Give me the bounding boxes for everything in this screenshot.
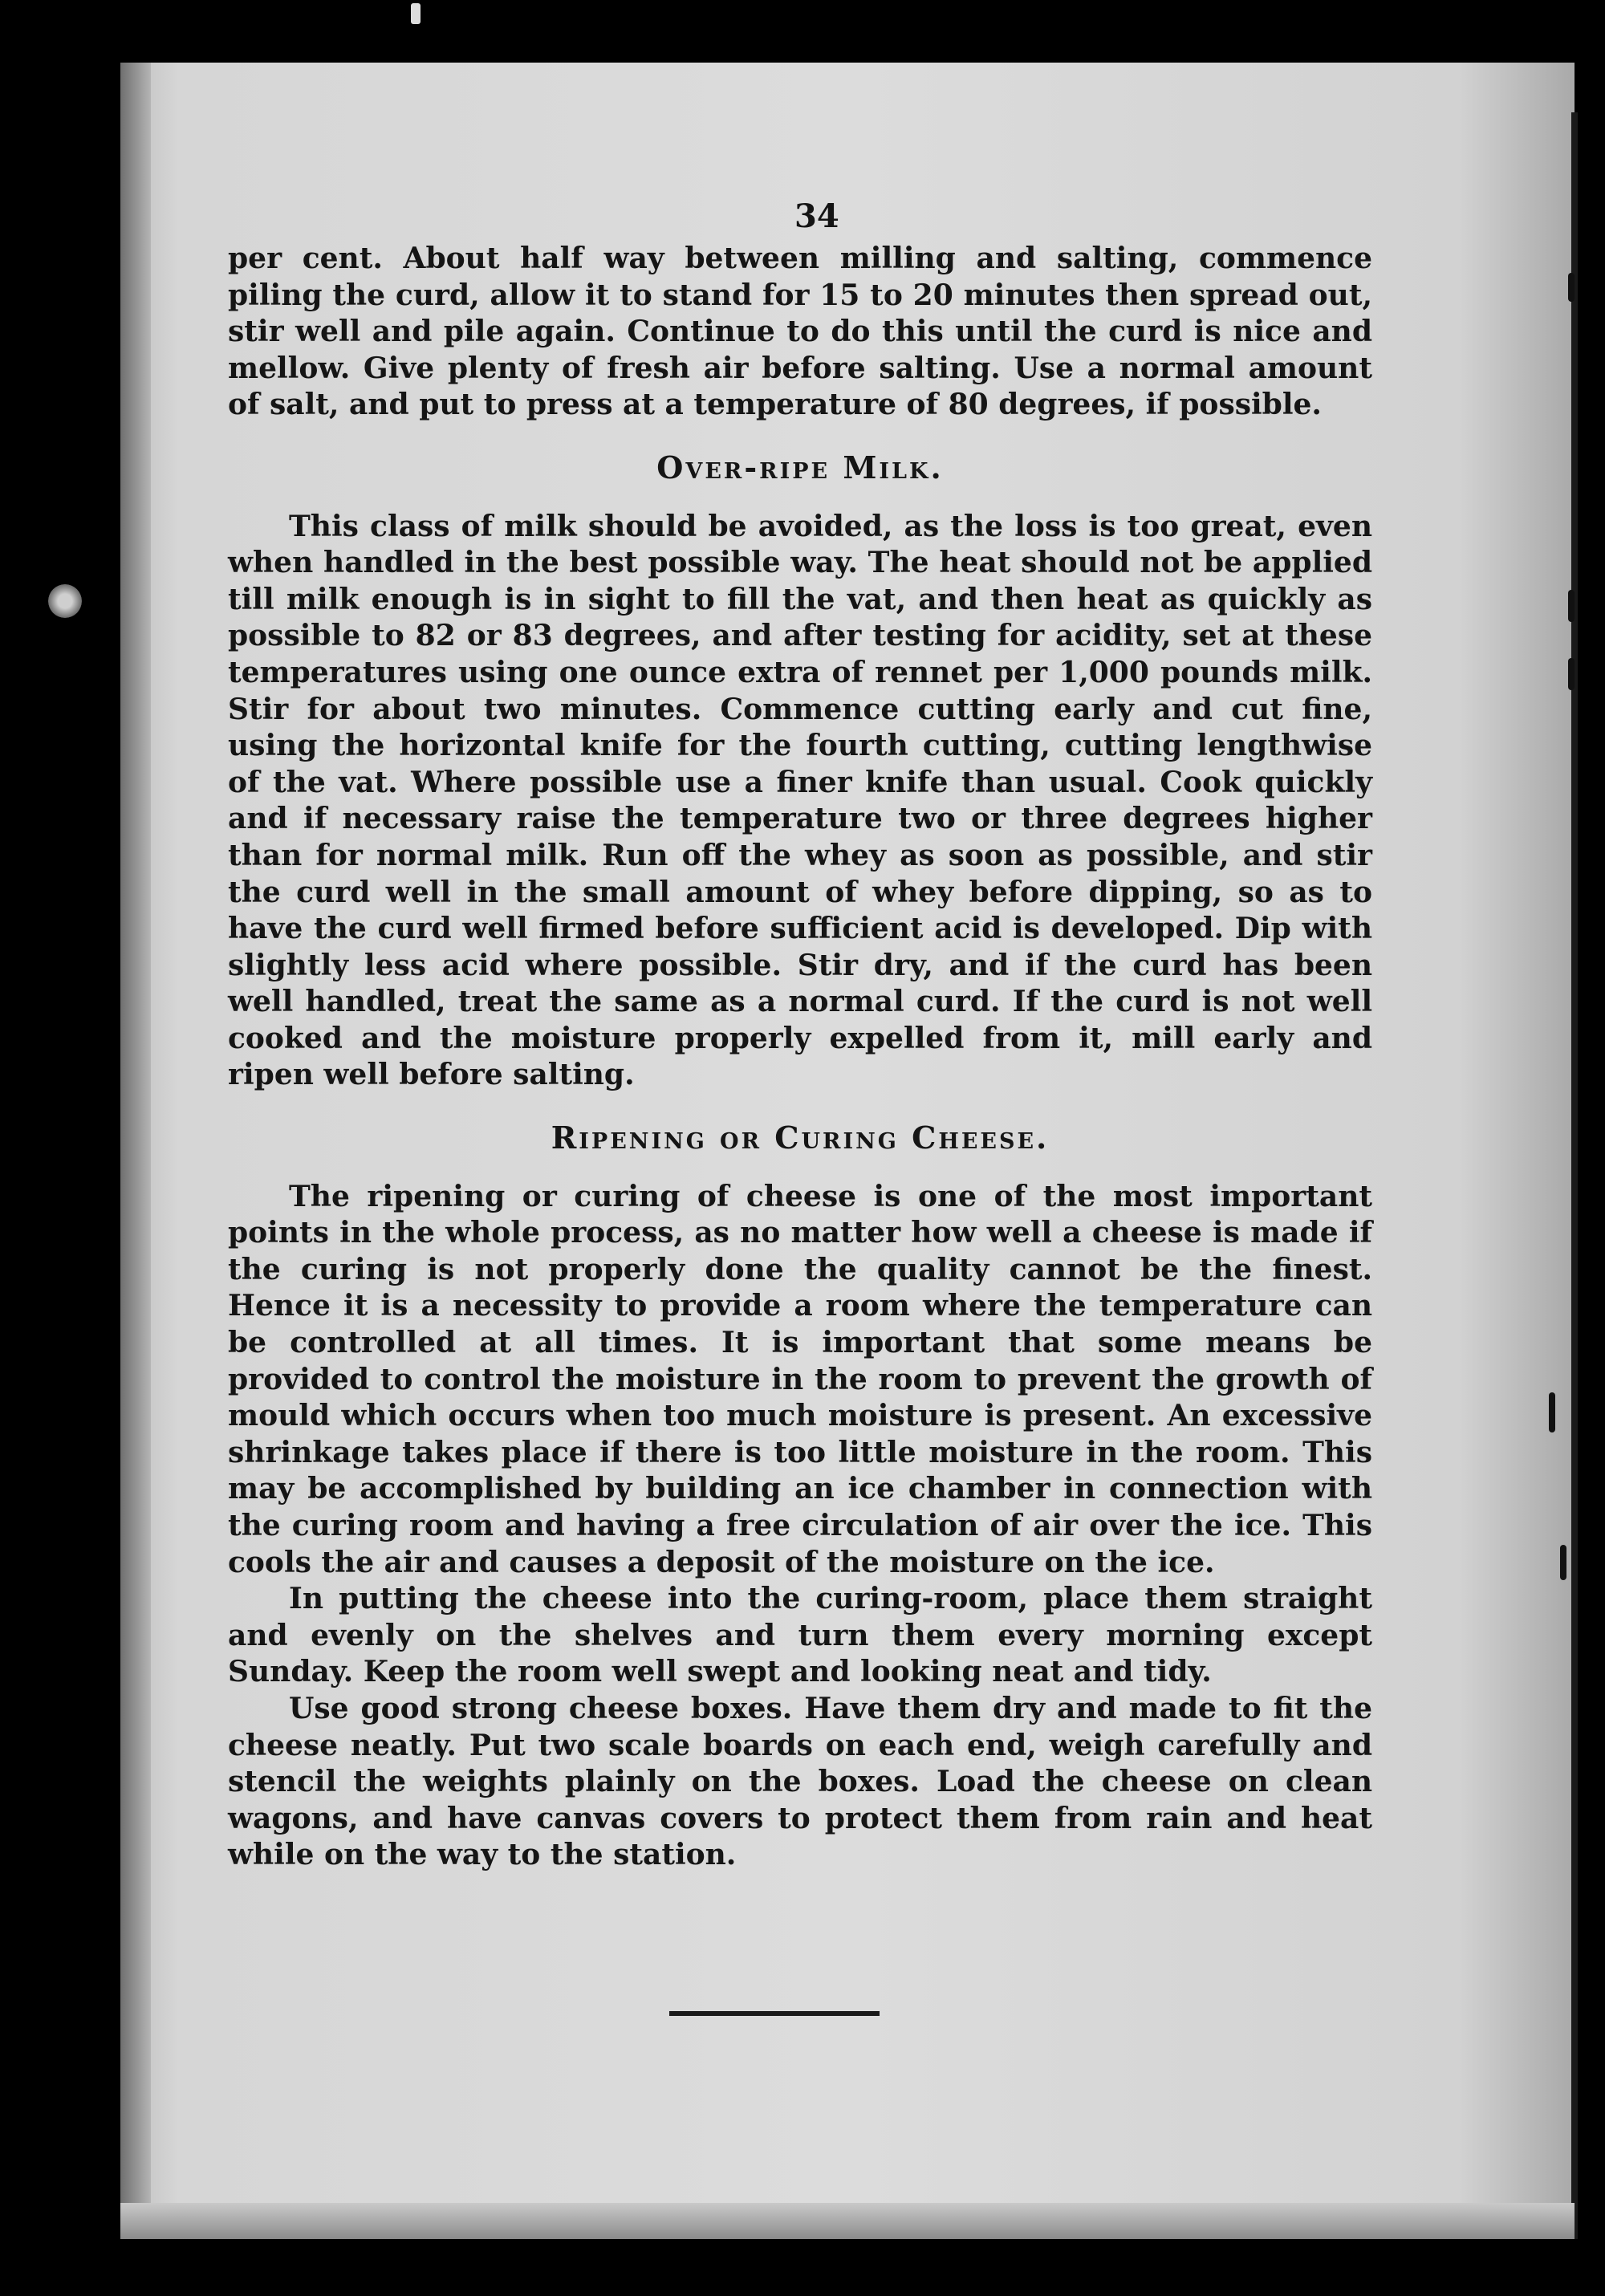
section-heading-ripening: Ripening or Curing Cheese. bbox=[551, 1120, 1050, 1156]
scan-speck bbox=[411, 3, 421, 24]
section-heading-overripe-milk: Over-ripe Milk. bbox=[656, 449, 944, 486]
body-text bbox=[228, 241, 1372, 1874]
edge-mark bbox=[1560, 1545, 1566, 1580]
page-number: 34 bbox=[794, 197, 839, 235]
edge-mark bbox=[1568, 590, 1575, 622]
page-bottom-shadow bbox=[120, 2203, 1575, 2239]
page-left-edge-shadow bbox=[120, 63, 151, 2239]
page-right-edge bbox=[1571, 112, 1578, 2239]
edge-mark bbox=[1549, 1392, 1555, 1432]
edge-mark bbox=[1568, 273, 1575, 302]
section-end-rule bbox=[669, 2011, 880, 2016]
paragraph: This class of milk should be avoided, as the loss is too great, even when handled in the best possible way. The heat should not be applied till milk enough is in sight to fill the vat, and then heat as quickly as possible to 82 or 83 degrees, and after testing for acidity, set at these temperatures using one ounce extra of rennet per 1,000 pounds milk. Stir for about two minutes. Commence cutting early and cut fine, using the horizontal knife for the fourth cutting, cutting lengthwise of the vat. Where possible use a finer knife than usual. Cook quickly and if necessary raise the temperature two or three degrees higher than for normal milk. Run off the whey as soon as possible, and stir the curd well in the small amount of whey before dipping, so as to have the curd well firmed before sufficient acid is developed. Dip with slightly less acid where possible. Stir dry, and if the curd has been well handled, treat the same as a normal curd. If the curd is not well cooked and the moisture properly expelled from it, mill early and ripen well before salting. bbox=[228, 509, 1372, 1092]
paragraph: In putting the cheese into the curing-room, place them straight and evenly on the shelves and turn them every morning except Sunday. Keep the room well swept and looking neat and tidy. bbox=[228, 1582, 1372, 1689]
scan-speck bbox=[48, 584, 82, 618]
paragraph: The ripening or curing of cheese is one of the most important points in the whole process, as no matter how well a cheese is made if the curing is not properly done the quality cannot be the finest. Hence it is a necessity to provide a room where the temperature can be controlled at all times. It is important that some means be provided to control the moisture in the room to prevent the growth of mould which occurs when too much moisture is present. An excessive shrinkage takes place if there is too little moisture in the room. This may be accomplished by building an ice chamber in connection with the curing room and having a free circulation of air over the ice. This cools the air and causes a deposit of the moisture on the ice. bbox=[228, 1179, 1372, 1579]
edge-mark bbox=[1568, 658, 1575, 690]
paragraph: per cent. About half way between milling and salting, commence piling the curd, allow it to stand for 15 to 20 minutes then spread out, stir well and pile again. Continue to do this until the curd is nice and mellow. Give plenty of fresh air before salting. Use a normal amount of salt, and put to press at a temperature of 80 degrees, if possible. bbox=[228, 242, 1372, 422]
paragraph: Use good strong cheese boxes. Have them dry and made to fit the cheese neatly. Put two scale boards on each end, weigh carefully and stencil the weights plainly on the boxes. Load the cheese on clean wagons, and have canvas covers to protect them from rain and heat while on the way to the station. bbox=[228, 1691, 1372, 1872]
